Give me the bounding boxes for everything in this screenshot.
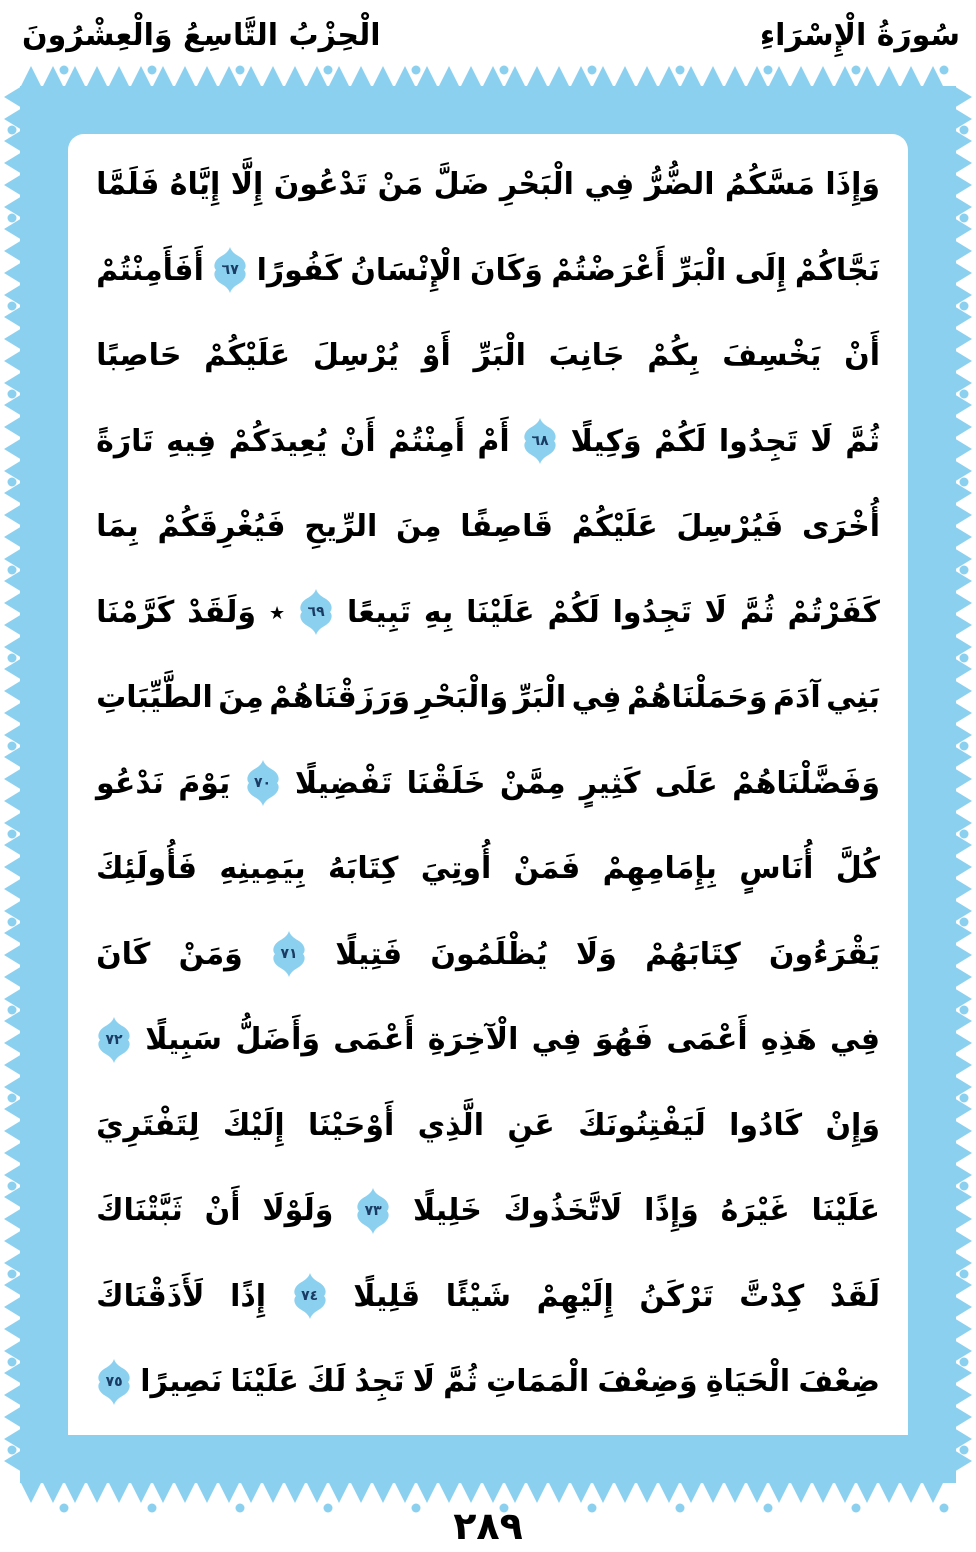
ayah-word: نَجَّاكُمْ bbox=[794, 252, 880, 288]
ayah-word: إِلَيْهِمْ bbox=[536, 1278, 614, 1314]
ayah-word: جَانِبَ bbox=[548, 338, 625, 374]
ayah-word: إِذًا bbox=[230, 1278, 267, 1314]
quran-line-4 bbox=[72, 399, 904, 485]
ayah-word: الْبَحْرِ bbox=[499, 167, 574, 203]
ayah-word: لَأَذَقْنَاكَ bbox=[96, 1278, 205, 1314]
ayah-word: الْمَمَاتِ bbox=[486, 1364, 590, 1400]
verse-marker bbox=[96, 1016, 132, 1064]
verse-number: ٧١ bbox=[280, 946, 298, 963]
ayah-word: تَفْضِيلًا bbox=[294, 765, 393, 801]
ayah-word: فِي bbox=[830, 1022, 880, 1058]
ayah-word: بِيَمِينِهِ bbox=[219, 851, 306, 887]
ayah-word: مِنَ bbox=[218, 680, 264, 716]
verse-number: ٦٧ bbox=[221, 262, 239, 279]
verse-number: ٧٤ bbox=[301, 1288, 319, 1305]
ayah-word: لَا bbox=[810, 423, 833, 459]
quran-line-11 bbox=[72, 997, 904, 1083]
verse-marker bbox=[96, 1358, 132, 1406]
ayah-word: بِإِمَامِهِمْ bbox=[602, 851, 717, 887]
ayah-word: لَكُمْ bbox=[654, 423, 707, 459]
ayah-word: نَصِيرًا bbox=[140, 1364, 223, 1400]
ayah-word: الْبَرِّ bbox=[673, 252, 727, 288]
ayah-word: وَفَضَّلْنَاهُمْ bbox=[732, 765, 880, 801]
ayah-word: ثُمَّ bbox=[739, 594, 775, 630]
ayah-word: وَكَانَ bbox=[469, 252, 543, 288]
ayah-word: ٭ bbox=[268, 594, 286, 630]
verse-marker bbox=[292, 1272, 328, 1320]
page-number: ٢٨٩ bbox=[453, 1504, 523, 1548]
ayah-word: عَلَيْنَا bbox=[466, 594, 535, 630]
quran-line-10 bbox=[72, 912, 904, 998]
ayah-word: خَلَقْنَا bbox=[406, 765, 486, 801]
ayah-word: لَا bbox=[412, 1364, 436, 1400]
ayah-word: لِتَفْتَرِيَ bbox=[96, 1107, 200, 1143]
ayah-word: كَادُوا bbox=[729, 1107, 803, 1143]
ayah-word: تَرْكَنُ bbox=[639, 1278, 714, 1314]
ayah-word: أَنْ bbox=[339, 423, 376, 459]
ayah-word: يُعِيدَكُمْ bbox=[228, 423, 328, 459]
hizb-title: الْحِزْبُ التَّاسِعُ وَالْعِشْرُونَ bbox=[22, 18, 381, 53]
ayah-word: تَبِيعًا bbox=[347, 594, 411, 630]
ayah-word: أَفَأَمِنْتُمْ bbox=[96, 252, 204, 288]
ayah-word: تَجِدُ bbox=[354, 1364, 405, 1400]
ayah-word: قَلِيلًا bbox=[353, 1278, 421, 1314]
ayah-word: وَكِيلًا bbox=[570, 423, 642, 459]
ayah-word: سَبِيلًا bbox=[145, 1022, 223, 1058]
ayah-word: فَأُولَئِكَ bbox=[96, 851, 198, 887]
ayah-word: أُنَاسٍ bbox=[739, 851, 814, 887]
ayah-word: وَإِذًا bbox=[644, 1193, 699, 1229]
quran-line-5 bbox=[72, 484, 904, 570]
ayah-word: كِتَابَهُ bbox=[327, 851, 399, 887]
ayah-word: ثُمَّ bbox=[845, 423, 880, 459]
ayah-word: كَثِيرٍ bbox=[579, 765, 641, 801]
ayah-word: بِكُمْ bbox=[647, 338, 700, 374]
ayah-word: فَيُرْسِلَ bbox=[676, 509, 784, 545]
ayah-word: الرِّيحِ bbox=[304, 509, 378, 545]
ayah-word: أَعْرَضْتُمْ bbox=[551, 252, 666, 288]
ayah-word: تَدْعُونَ bbox=[273, 167, 368, 203]
verse-number: ٧٥ bbox=[105, 1373, 123, 1390]
ayah-word: كُلَّ bbox=[835, 851, 880, 887]
verse-number: ٧٣ bbox=[364, 1202, 382, 1219]
ayah-word: أُخْرَى bbox=[801, 509, 880, 545]
ayah-word: عَلَيْكُمْ bbox=[204, 338, 291, 374]
ayah-word: فِي bbox=[584, 167, 635, 203]
ayah-word: أَعْمَى bbox=[333, 1022, 415, 1058]
verse-number: ٦٨ bbox=[531, 433, 549, 450]
ayah-word: بَنِي bbox=[826, 680, 880, 716]
ayah-word: إِلَى bbox=[734, 252, 787, 288]
ayah-word: فَمَنْ bbox=[513, 851, 581, 887]
verse-marker bbox=[245, 759, 281, 807]
ayah-word: أُوتِيَ bbox=[420, 851, 492, 887]
ayah-word: وَلَقَدْ bbox=[187, 594, 257, 630]
ayah-word: عَلَيْكُمْ bbox=[571, 509, 658, 545]
ayah-word: فَهُوَ bbox=[594, 1022, 654, 1058]
verse-marker bbox=[355, 1187, 391, 1235]
ayah-word: ثَبَّتْنَاكَ bbox=[96, 1193, 183, 1229]
ayah-word: مِمَّنْ bbox=[499, 765, 566, 801]
ayah-word: نَدْعُو bbox=[96, 765, 164, 801]
ayah-word: الْبَرِّ bbox=[473, 338, 526, 374]
ayah-word: فِي bbox=[571, 680, 622, 716]
ayah-word: تَجِدُوا bbox=[718, 423, 798, 459]
ayah-word: عَلَى bbox=[654, 765, 718, 801]
ayah-word: عَلَيْنَا bbox=[230, 1364, 299, 1400]
verse-marker bbox=[212, 246, 248, 294]
ayah-word: أَنْ bbox=[204, 1193, 241, 1229]
ayah-word: مَسَّكُمُ bbox=[724, 167, 815, 203]
ayah-word: وَضِعْفَ bbox=[597, 1364, 698, 1400]
ayah-word: يَخْسِفَ bbox=[722, 338, 822, 374]
ayah-word: إِلَيْكَ bbox=[222, 1107, 285, 1143]
ayah-word: وَرَزَقْنَاهُمْ bbox=[269, 680, 410, 716]
ayah-word: كَفَرْتُمْ bbox=[787, 594, 880, 630]
quran-line-6 bbox=[72, 570, 904, 656]
ayah-word: الْآخِرَةِ bbox=[427, 1022, 519, 1058]
ayah-word: فِي bbox=[531, 1022, 582, 1058]
ayah-word: هَذِهِ bbox=[760, 1022, 817, 1058]
ayah-word: مِنَ bbox=[396, 509, 442, 545]
ayah-word: ثُمَّ bbox=[443, 1364, 478, 1400]
ayah-word: إِيَّاهُ bbox=[169, 167, 221, 203]
ayah-word: كَانَ bbox=[96, 936, 151, 972]
ayah-word: يُظْلَمُونَ bbox=[430, 936, 548, 972]
ayah-word: عَلَيْنَا bbox=[811, 1193, 880, 1229]
ayah-word: أَعْمَى bbox=[666, 1022, 748, 1058]
verse-number: ٧٠ bbox=[254, 775, 272, 792]
ayah-word: وَلَا bbox=[575, 936, 617, 972]
quran-line-1 bbox=[72, 142, 904, 228]
quran-line-9 bbox=[72, 826, 904, 912]
quran-text-block bbox=[72, 142, 904, 1428]
ayah-word: عَنِ bbox=[507, 1107, 555, 1143]
ayah-word: وَحَمَلْنَاهُمْ bbox=[627, 680, 768, 716]
ayah-word: الْبَرِّ bbox=[513, 680, 567, 716]
quran-line-3 bbox=[72, 313, 904, 399]
verse-number: ٦٩ bbox=[307, 604, 325, 621]
quran-line-15 bbox=[72, 1339, 904, 1425]
ayah-word: أَوْ bbox=[421, 338, 451, 374]
ayah-word: أَنْ bbox=[844, 338, 880, 374]
verse-number: ٧٢ bbox=[105, 1031, 123, 1048]
ayah-word: وَمَنْ bbox=[178, 936, 243, 972]
ayah-word: كِتَابَهُمْ bbox=[645, 936, 741, 972]
verse-marker bbox=[522, 417, 558, 465]
quran-line-13 bbox=[72, 1168, 904, 1254]
ayah-word: كِدْتَّ bbox=[739, 1278, 805, 1314]
ayah-word: فَلَمَّا bbox=[96, 167, 160, 203]
ayah-word: فِيهِ bbox=[166, 423, 217, 459]
ayah-word: وَإِذَا bbox=[825, 167, 880, 203]
ayah-word: كَرَّمْنَا bbox=[96, 594, 175, 630]
ayah-word: غَيْرَهُ bbox=[720, 1193, 790, 1229]
ayah-word: لَا bbox=[704, 594, 727, 630]
quran-line-7 bbox=[72, 655, 904, 741]
ayah-word: لَكَ bbox=[307, 1364, 347, 1400]
ayah-word: تَارَةً bbox=[96, 423, 154, 459]
ayah-word: الضُّرُّ bbox=[644, 167, 715, 203]
ayah-word: لَقَدْ bbox=[829, 1278, 880, 1314]
ayah-word: تَجِدُوا bbox=[612, 594, 692, 630]
ayah-word: ضِعْفَ bbox=[798, 1364, 880, 1400]
ayah-word: كَفُورًا bbox=[256, 252, 342, 288]
ayah-word: يَقْرَءُونَ bbox=[768, 936, 880, 972]
ayah-word: وَالْبَحْرِ bbox=[415, 680, 509, 716]
ayah-word: أَوْحَيْنَا bbox=[307, 1107, 395, 1143]
ayah-word: لَيَفْتِنُونَكَ bbox=[578, 1107, 706, 1143]
ayah-word: يُرْسِلَ bbox=[312, 338, 400, 374]
ayah-word: الَّذِي bbox=[417, 1107, 484, 1143]
ayah-word: قَاصِفًا bbox=[460, 509, 554, 545]
ayah-word: ضَلَّ bbox=[433, 167, 490, 203]
ayah-word: خَلِيلًا bbox=[412, 1193, 482, 1229]
ayah-word: لَاتَّخَذُوكَ bbox=[503, 1193, 623, 1229]
quran-line-14 bbox=[72, 1254, 904, 1340]
ayah-word: أَمِنْتُمْ bbox=[388, 423, 465, 459]
ayah-word: إِلَّا bbox=[230, 167, 264, 203]
quran-line-8 bbox=[72, 741, 904, 827]
ayah-word: لَكُمْ bbox=[547, 594, 600, 630]
ayah-word: حَاصِبًا bbox=[96, 338, 182, 374]
ayah-word: الْحَيَاةِ bbox=[705, 1364, 791, 1400]
ayah-word: بِمَا bbox=[96, 509, 139, 545]
ayah-word: وَإِنْ bbox=[825, 1107, 880, 1143]
ayah-word: الطَّيِّبَاتِ bbox=[96, 680, 213, 716]
ayah-word: أَمْ bbox=[477, 423, 510, 459]
ayah-word: آدَمَ bbox=[772, 680, 821, 716]
ayah-word: الْإِنْسَانُ bbox=[350, 252, 462, 288]
ayah-word: بِهِ bbox=[423, 594, 454, 630]
quran-line-2 bbox=[72, 228, 904, 314]
verse-marker bbox=[298, 588, 334, 636]
ayah-word: فَتِيلًا bbox=[335, 936, 403, 972]
verse-marker bbox=[271, 930, 307, 978]
ayah-word: مَنْ bbox=[377, 167, 424, 203]
ayah-word: وَأَضَلُّ bbox=[235, 1022, 321, 1058]
ayah-word: يَوْمَ bbox=[178, 765, 231, 801]
ayah-word: وَلَوْلَا bbox=[262, 1193, 334, 1229]
ayah-word: فَيُغْرِقَكُمْ bbox=[157, 509, 286, 545]
ayah-word: شَيْئًا bbox=[445, 1278, 512, 1314]
surah-title: سُورَةُ الْإِسْرَاءِ bbox=[759, 18, 960, 53]
quran-line-12 bbox=[72, 1083, 904, 1169]
